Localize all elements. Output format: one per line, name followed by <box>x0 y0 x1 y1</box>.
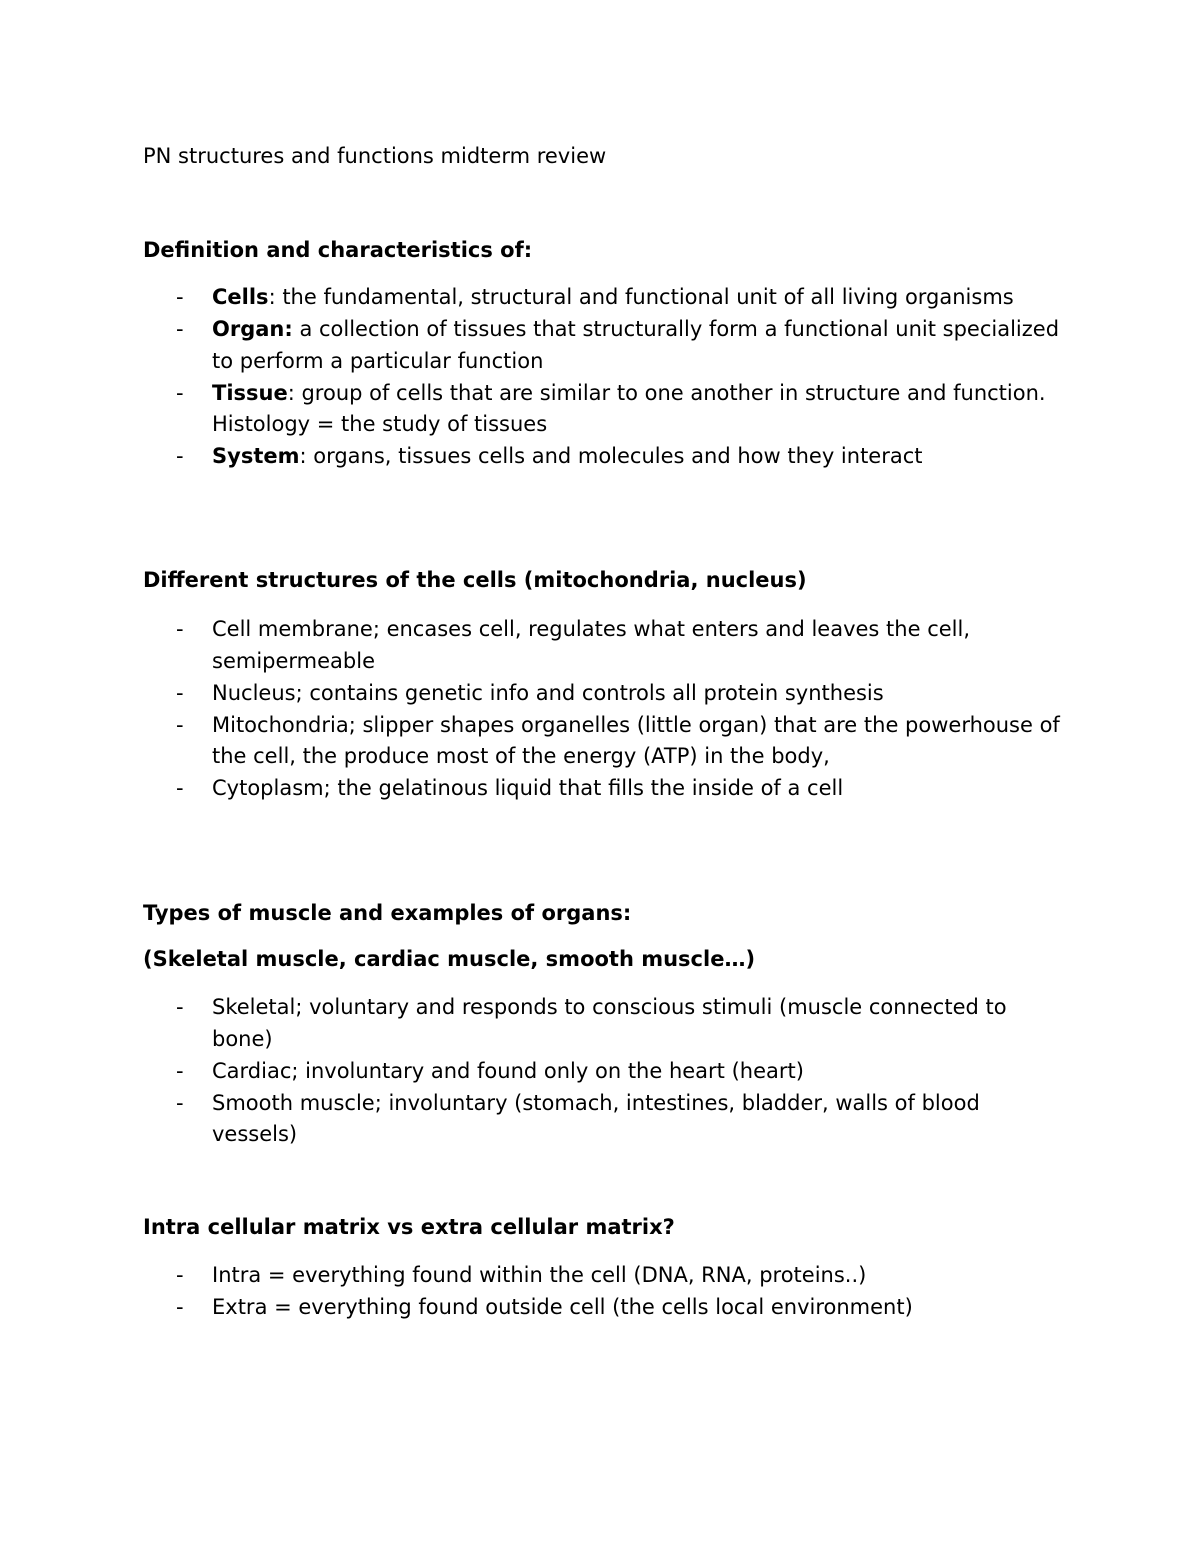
bullet-dash: - <box>176 995 184 1019</box>
list-item <box>143 992 1063 1055</box>
section-heading-cell-structures: Different structures of the cells (mitochondria, nucleus) <box>143 568 807 592</box>
list-item <box>143 282 1063 314</box>
term-tissue: Tissue <box>212 380 288 405</box>
list-item <box>143 614 1063 677</box>
term-organ: Organ: <box>212 317 293 341</box>
list-item-text: Intra = everything found within the cell (DNA, RNA, proteins..) <box>212 1263 867 1287</box>
list-item-text: Extra = everything found outside cell (the cells local environment) <box>212 1295 913 1319</box>
list-item <box>143 1088 1063 1151</box>
definition-text: : group of cells that are similar to one another in structure and function. Histology = the study of tissues <box>212 380 1046 436</box>
list-item <box>143 773 1063 805</box>
list-item-text: Cytoplasm; the gelatinous liquid that fills the inside of a cell <box>212 776 844 800</box>
definition-text: a collection of tissues that structurally form a functional unit specialized to perform a particular function <box>212 317 1060 373</box>
bullet-dash: - <box>176 776 184 800</box>
section-heading-matrix: Intra cellular matrix vs extra cellular matrix? <box>143 1215 675 1239</box>
list-item-text: Cell membrane; encases cell, regulates what enters and leaves the cell, semipermeable <box>212 617 970 673</box>
bullet-dash: - <box>176 1058 184 1083</box>
bullet-dash: - <box>176 1090 184 1115</box>
bullet-dash: - <box>176 1263 184 1287</box>
list-item-text: Cardiac; involuntary and found only on the heart (heart) <box>212 1058 804 1083</box>
muscle-types-list <box>143 992 1063 1151</box>
list-item-text: Mitochondria; slipper shapes organelles (little organ) that are the powerhouse of the cell, the produce most of the energy (ATP) in the body, <box>212 712 1060 768</box>
bullet-dash: - <box>176 380 184 405</box>
list-item <box>143 1056 1063 1088</box>
list-item <box>143 441 1063 473</box>
cell-structures-list <box>143 614 1063 805</box>
bullet-dash: - <box>176 1295 184 1319</box>
bullet-dash: - <box>176 680 184 705</box>
section-heading-definitions: Definition and characteristics of: <box>143 238 533 262</box>
list-item-text: Nucleus; contains genetic info and controls all protein synthesis <box>212 680 884 705</box>
bullet-dash: - <box>176 617 184 641</box>
matrix-list <box>143 1260 1063 1324</box>
term-system: System <box>212 444 300 468</box>
list-item <box>143 314 1063 377</box>
list-item-text: Smooth muscle; involuntary (stomach, intestines, bladder, walls of blood vessels) <box>212 1090 980 1146</box>
bullet-dash: - <box>176 712 184 737</box>
document-title: PN structures and functions midterm review <box>143 144 607 168</box>
section-heading-muscle-types: Types of muscle and examples of organs: <box>143 901 632 925</box>
section-subheading-muscle-types: (Skeletal muscle, cardiac muscle, smooth muscle…) <box>143 947 756 971</box>
list-item-text: Skeletal; voluntary and responds to conscious stimuli (muscle connected to bone) <box>212 995 1007 1051</box>
list-item <box>143 378 1063 441</box>
term-cells: Cells <box>212 285 269 309</box>
bullet-dash: - <box>176 285 184 309</box>
definitions-list <box>143 282 1063 473</box>
list-item <box>143 1292 1063 1324</box>
list-item <box>143 678 1063 710</box>
definition-text: : organs, tissues cells and molecules and how they interact <box>299 444 923 468</box>
bullet-dash: - <box>176 444 184 468</box>
list-item <box>143 710 1063 773</box>
definition-text: : the fundamental, structural and functional unit of all living organisms <box>268 285 1014 309</box>
bullet-dash: - <box>176 317 184 341</box>
list-item <box>143 1260 1063 1292</box>
